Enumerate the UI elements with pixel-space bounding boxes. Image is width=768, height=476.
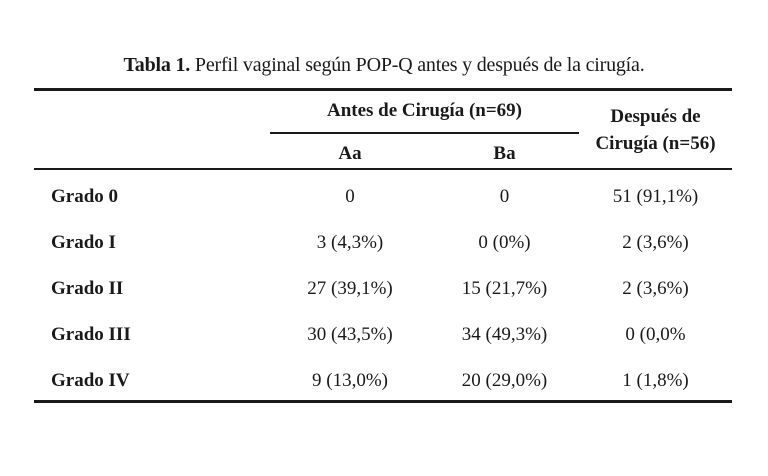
- group-header-rule: [270, 132, 579, 134]
- top-rule: [34, 88, 732, 91]
- cell-ba: 15 (21,7%): [461, 278, 548, 299]
- group-header-before-surgery: Antes de Cirugía (n=69): [326, 100, 523, 121]
- row-grade-label: Grado 0: [51, 186, 119, 207]
- cell-after: 0 (0,0%: [625, 324, 686, 345]
- row-grade-label: Grado I: [51, 232, 116, 253]
- cell-aa: 0: [345, 186, 355, 207]
- table-caption: [0, 54, 768, 77]
- cell-after: 51 (91,1%): [612, 186, 699, 207]
- cell-ba: 34 (49,3%): [461, 324, 548, 345]
- cell-after: 2 (3,6%): [622, 278, 689, 299]
- row-grade-label: Grado IV: [51, 370, 130, 391]
- cell-aa: 3 (4,3%): [316, 232, 384, 253]
- cell-aa: 27 (39,1%): [307, 278, 393, 299]
- column-header-aa: Aa: [338, 143, 362, 164]
- row-grade-label: Grado III: [51, 324, 131, 345]
- cell-aa: 9 (13,0%): [312, 370, 388, 391]
- column-header-ba: Ba: [493, 143, 516, 164]
- cell-aa: 30 (43,5%): [307, 324, 393, 345]
- cell-ba: 0: [499, 186, 510, 207]
- cell-ba: 20 (29,0%): [461, 370, 548, 391]
- column-header-after-line2: Cirugía (n=56): [595, 133, 716, 154]
- bottom-rule: [34, 400, 732, 403]
- cell-after: 1 (1,8%): [622, 370, 689, 391]
- header-bottom-rule: [34, 168, 732, 170]
- caption-text: Perfil vaginal según POP-Q antes y después de la cirugía.: [190, 54, 645, 76]
- cell-after: 2 (3,6%): [622, 232, 689, 253]
- cell-ba: 0 (0%): [478, 232, 531, 253]
- caption-label: Tabla 1.: [123, 54, 191, 76]
- column-header-after-line1: Después de: [610, 106, 701, 127]
- row-grade-label: Grado II: [51, 278, 124, 299]
